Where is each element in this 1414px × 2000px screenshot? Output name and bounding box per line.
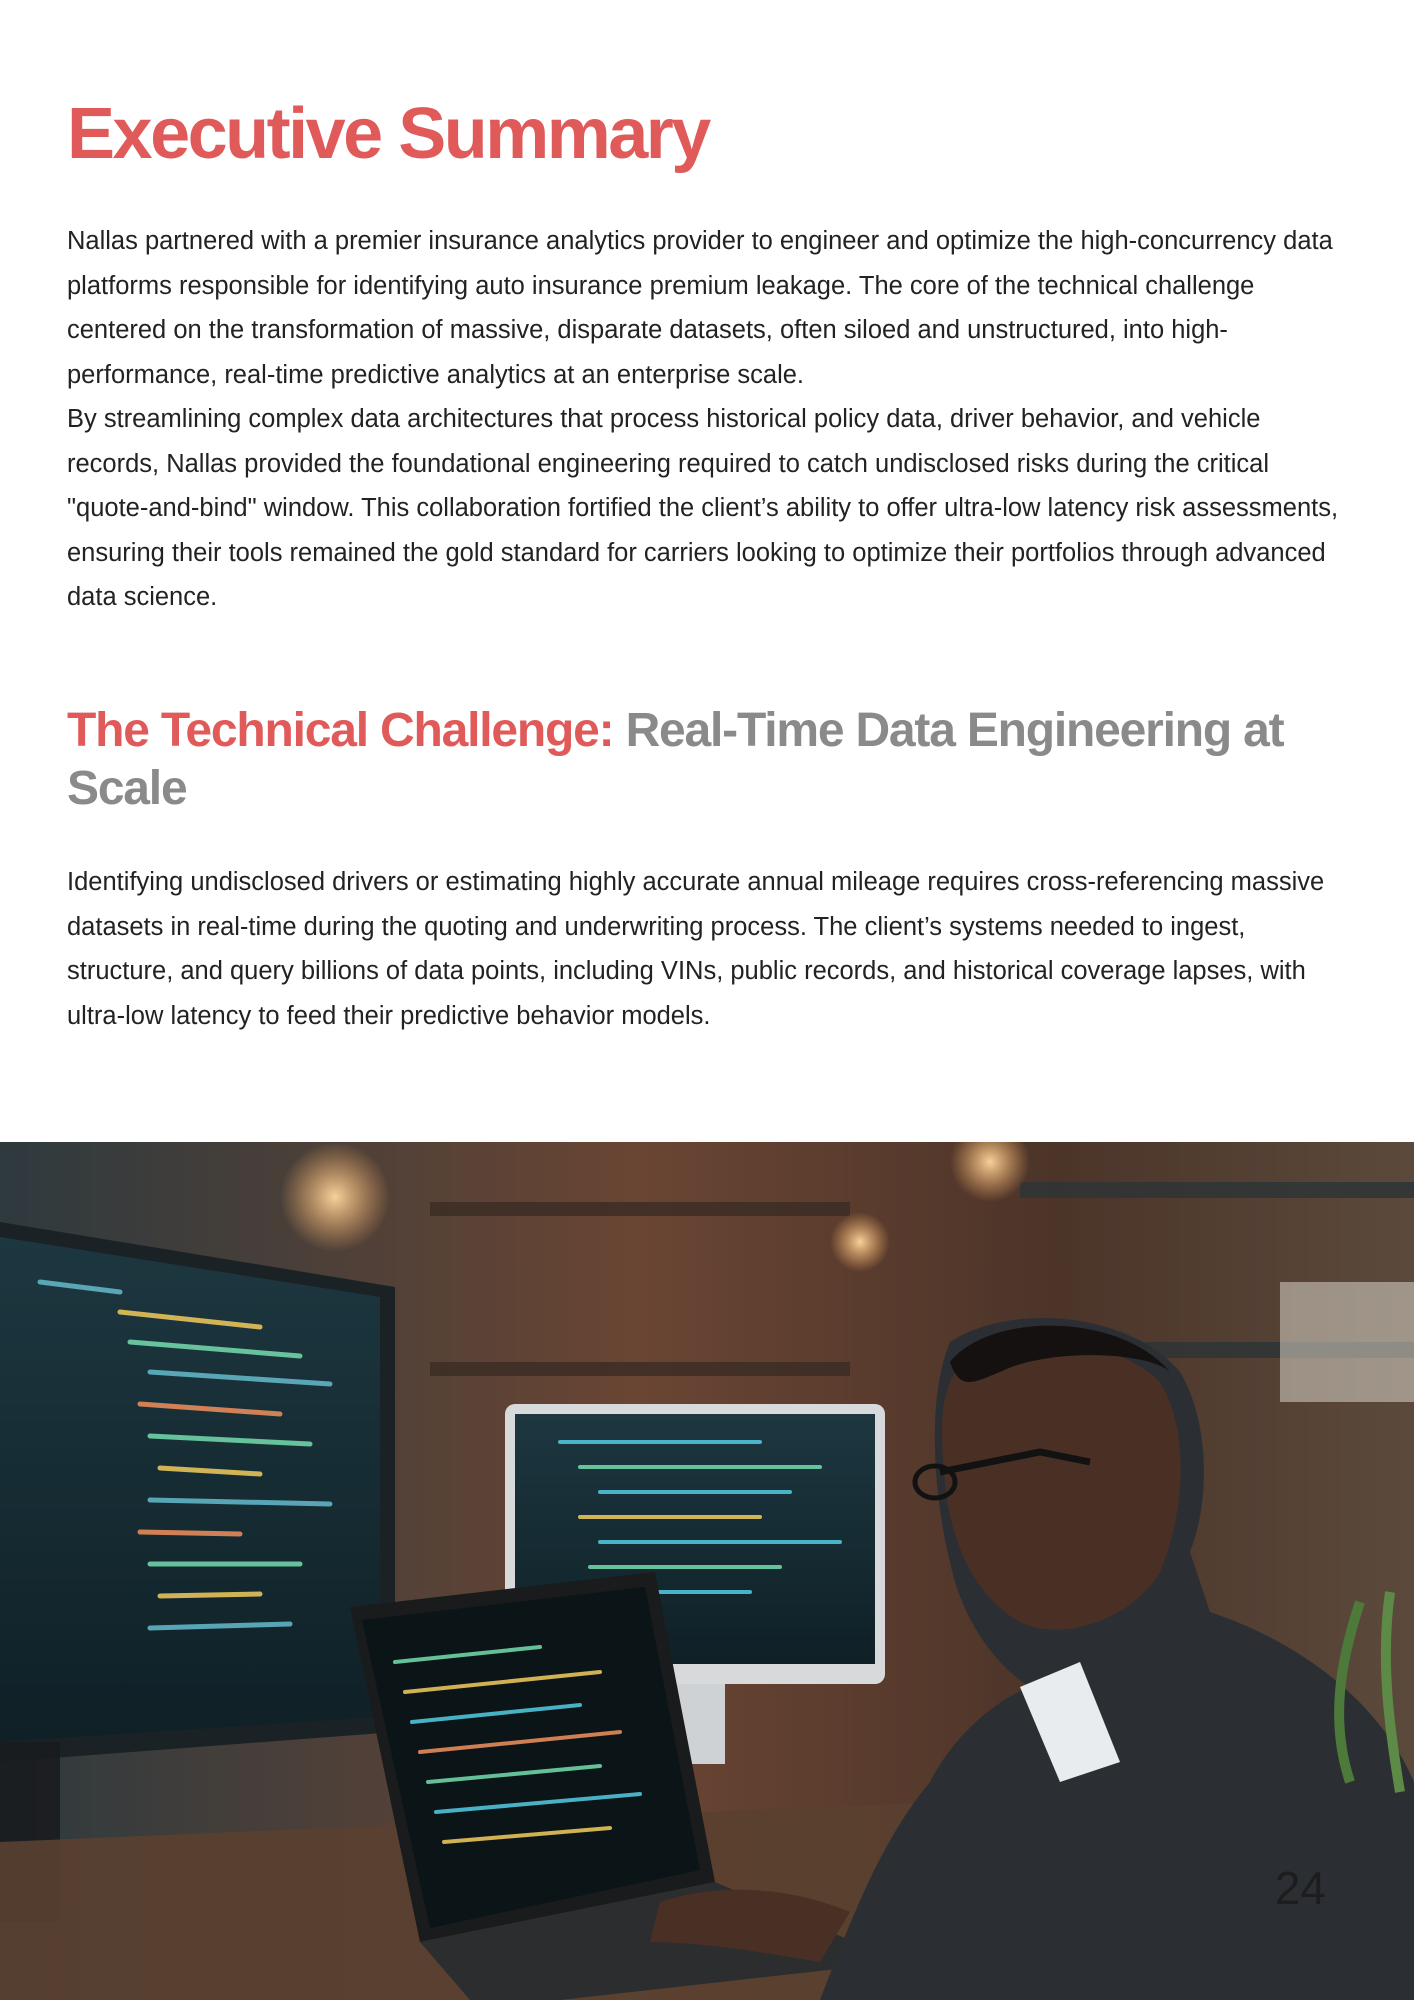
section-title-rest: Real-Time Data Engineering at Scale <box>67 704 1284 815</box>
section-title-technical-challenge <box>67 702 1347 818</box>
summary-paragraph-1: Nallas partnered with a premier insurance analytics provider to engineer and optimize the high-concurrency data platforms responsible for identifying auto insurance premium leakage. The core of the technical challenge centered on the transformation of massive, disparate datasets, often siloed and unstructured, into high-performance, real-time predictive analytics at an enterprise scale. <box>67 227 1333 389</box>
section-title-accent: The Technical Challenge: <box>67 704 614 757</box>
challenge-paragraph: Identifying undisclosed drivers or estimating highly accurate annual mileage requires cross-referencing massive datasets in real-time during the quoting and underwriting process. The client’s systems needed to ingest, structure, and query billions of data points, including VINs, public records, and historical coverage lapses, with ultra-low latency to feed their predictive behavior models. <box>67 868 1325 1030</box>
hero-photo-developer-at-computers <box>0 1142 1414 2000</box>
photo-illustration <box>0 1142 1414 2000</box>
executive-summary-text <box>67 219 1347 620</box>
page-title: Executive Summary <box>67 94 709 174</box>
summary-paragraph-2: By streamlining complex data architectures that process historical policy data, driver behavior, and vehicle records, Nallas provided the foundational engineering required to catch undisclosed risks during the critical "quote-and-bind" window. This collaboration fortified the client’s ability to offer ultra-low latency risk assessments, ensuring their tools remained the gold standard for carriers looking to optimize their portfolios through advanced data science. <box>67 405 1339 611</box>
page-number: 24 <box>1274 1862 1326 1914</box>
